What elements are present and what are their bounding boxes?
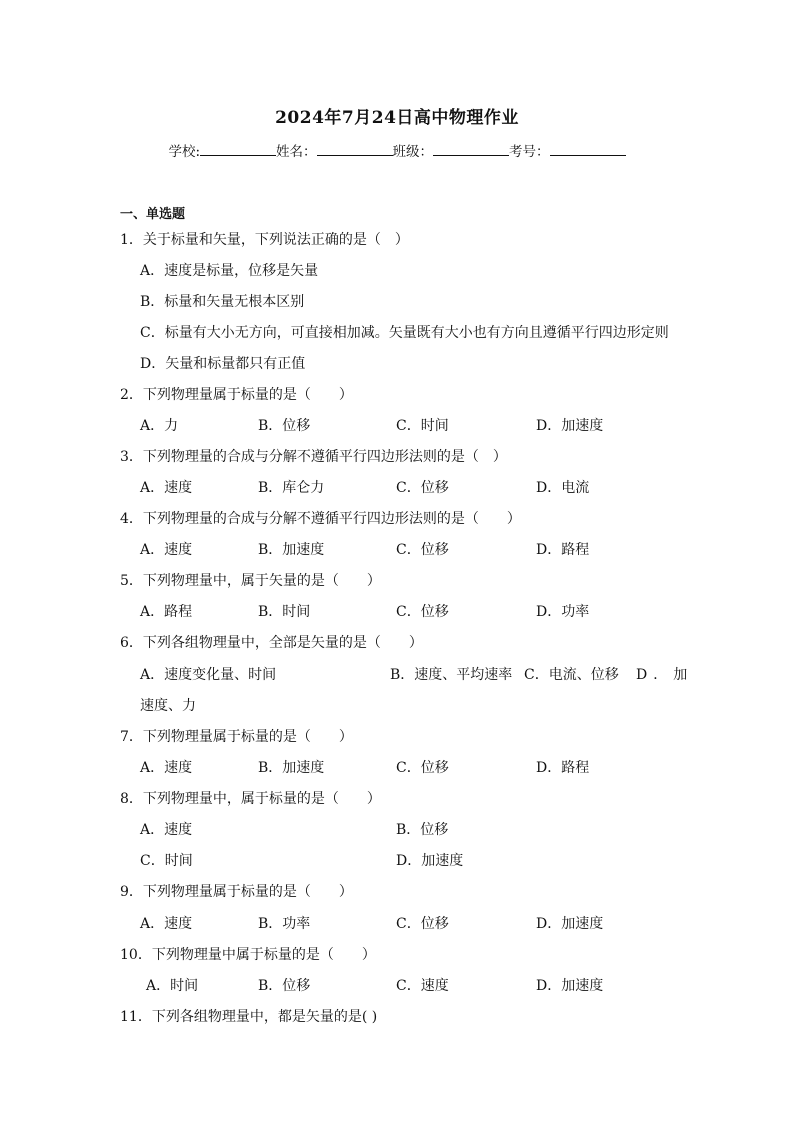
question-stem: 2．下列物理量属于标量的是（ ）: [120, 387, 353, 403]
option: B．加速度: [258, 760, 325, 776]
question-stem: 5．下列物理量中，属于矢量的是（ ）: [120, 573, 381, 589]
option: A．力: [140, 418, 179, 434]
option: C．速度: [396, 978, 449, 994]
option: B．功率: [258, 916, 311, 932]
name-label: 姓名：: [276, 144, 317, 160]
option: D．加速度: [536, 418, 604, 434]
document-title: 2024年7月24日高中物理作业: [275, 108, 519, 128]
option: C．时间: [140, 853, 193, 869]
option: A．速度: [140, 916, 193, 932]
option: B．加速度: [258, 542, 325, 558]
question-stem: 3．下列物理量的合成与分解不遵循平行四边形法则的是（ ）: [120, 449, 507, 465]
option: C．位移: [396, 760, 449, 776]
option: B．标量和矢量无根本区别: [140, 294, 305, 310]
option: B．库仑力: [258, 480, 325, 496]
name-blank[interactable]: [317, 143, 393, 156]
exam-no-label: 考号：: [509, 144, 550, 160]
option: D．加: [636, 667, 694, 683]
option: A．速度是标量，位移是矢量: [140, 263, 319, 279]
option: A．路程: [140, 604, 193, 620]
option: C．位移: [396, 604, 449, 620]
option-continuation: 速度、力: [140, 698, 196, 714]
question-stem: 6．下列各组物理量中，全部是矢量的是（ ）: [120, 635, 423, 651]
option: D．功率: [536, 604, 590, 620]
option: D．路程: [536, 760, 590, 776]
option: B．时间: [258, 604, 311, 620]
option: B．位移: [396, 822, 449, 838]
option: B．位移: [258, 418, 311, 434]
option: B．位移: [258, 978, 311, 994]
option: A．时间: [146, 978, 199, 994]
option: C．位移: [396, 480, 449, 496]
option: B．速度、平均速率: [390, 667, 513, 683]
question-stem: 7．下列物理量属于标量的是（ ）: [120, 729, 353, 745]
option: C．位移: [396, 916, 449, 932]
option: C．位移: [396, 542, 449, 558]
option: C．标量有大小无方向，可直接相加减。矢量既有大小也有方向且遵循平行四边形定则: [140, 325, 669, 341]
option: C．时间: [396, 418, 449, 434]
option: A．速度变化量、时间: [140, 667, 277, 683]
school-blank[interactable]: [200, 143, 276, 156]
exam-no-blank[interactable]: [550, 143, 626, 156]
option: A．速度: [140, 822, 193, 838]
option: D．加速度: [536, 916, 604, 932]
question-stem: 9．下列物理量属于标量的是（ ）: [120, 884, 353, 900]
section-title: 一、单选题: [120, 207, 186, 222]
question-stem: 8．下列物理量中，属于标量的是（ ）: [120, 791, 381, 807]
option: A．速度: [140, 542, 193, 558]
option: A．速度: [140, 480, 193, 496]
option: D．电流: [536, 480, 590, 496]
question-stem: 10．下列物理量中属于标量的是（ ）: [120, 947, 376, 963]
class-label: 班级：: [392, 144, 434, 160]
option: D．加速度: [536, 978, 604, 994]
option: D．矢量和标量都只有正值: [140, 356, 306, 372]
school-label: 学校:: [168, 144, 201, 160]
option: C．电流、位移: [524, 667, 619, 683]
class-blank[interactable]: [433, 143, 509, 156]
question-stem: 1．关于标量和矢量，下列说法正确的是（ ）: [120, 232, 409, 248]
question-stem: 11．下列各组物理量中，都是矢量的是( ): [120, 1009, 378, 1025]
option: A．速度: [140, 760, 193, 776]
option: D．路程: [536, 542, 590, 558]
student-info-line: [0, 140, 794, 160]
option: D．加速度: [396, 853, 464, 869]
question-stem: 4．下列物理量的合成与分解不遵循平行四边形法则的是（ ）: [120, 511, 521, 527]
